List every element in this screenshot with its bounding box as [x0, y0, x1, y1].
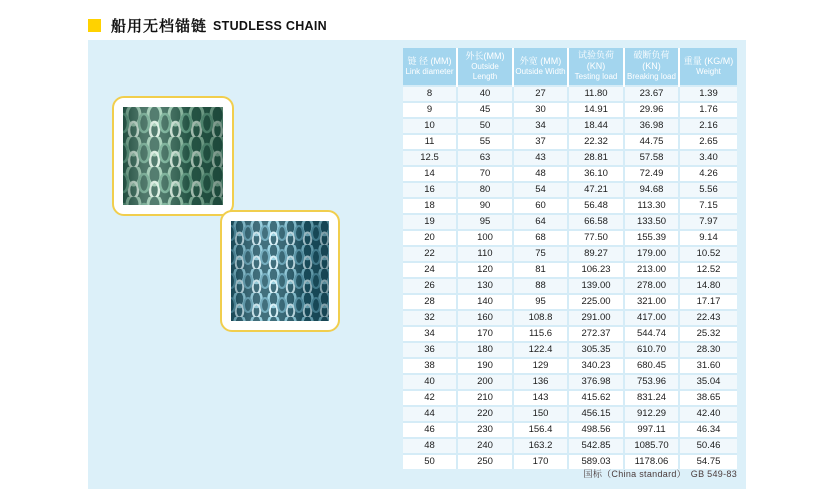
table-cell: 18	[403, 198, 457, 214]
table-cell: 417.00	[624, 310, 679, 326]
table-cell: 28	[403, 294, 457, 310]
table-cell: 160	[457, 310, 513, 326]
table-cell: 278.00	[624, 278, 679, 294]
table-cell: 14	[403, 166, 457, 182]
table-header-row	[403, 48, 737, 86]
table-cell: 77.50	[568, 230, 624, 246]
table-cell: 12.5	[403, 150, 457, 166]
table-cell: 190	[457, 358, 513, 374]
table-cell: 38.65	[679, 390, 737, 406]
table-cell: 1.39	[679, 86, 737, 102]
table-cell: 28.30	[679, 342, 737, 358]
table-cell: 56.48	[568, 198, 624, 214]
table-cell: 1.76	[679, 102, 737, 118]
studless-chain-photo-green	[123, 107, 223, 205]
table-row	[403, 118, 737, 134]
table-cell: 250	[457, 454, 513, 469]
table-cell: 230	[457, 422, 513, 438]
table-cell: 610.70	[624, 342, 679, 358]
table-cell: 143	[513, 390, 568, 406]
standard-note: 国标（China standard） GB 549-83	[583, 469, 737, 479]
table-row	[403, 310, 737, 326]
table-cell: 155.39	[624, 230, 679, 246]
table-cell: 66.58	[568, 214, 624, 230]
table-cell: 57.58	[624, 150, 679, 166]
table-cell: 24	[403, 262, 457, 278]
table-cell: 106.23	[568, 262, 624, 278]
table-cell: 544.74	[624, 326, 679, 342]
table-cell: 376.98	[568, 374, 624, 390]
table-cell: 95	[457, 214, 513, 230]
page-title	[88, 15, 327, 36]
table-cell: 9.14	[679, 230, 737, 246]
table-cell: 150	[513, 406, 568, 422]
table-cell: 22	[403, 246, 457, 262]
column-header: 外宽 (MM) Outside Width	[513, 48, 568, 86]
table-row	[403, 374, 737, 390]
table-cell: 163.2	[513, 438, 568, 454]
table-cell: 42	[403, 390, 457, 406]
table-cell: 14.80	[679, 278, 737, 294]
table-cell: 40	[457, 86, 513, 102]
table-cell: 680.45	[624, 358, 679, 374]
chain-photo-card-2	[220, 210, 340, 332]
table-cell: 88	[513, 278, 568, 294]
table-cell: 210	[457, 390, 513, 406]
table-row	[403, 262, 737, 278]
table-cell: 48	[513, 166, 568, 182]
table-cell: 17.17	[679, 294, 737, 310]
table-cell: 32	[403, 310, 457, 326]
studless-chain-photo-blue	[231, 221, 329, 321]
table-cell: 22.43	[679, 310, 737, 326]
table-row	[403, 294, 737, 310]
table-cell: 220	[457, 406, 513, 422]
table-cell: 40	[403, 374, 457, 390]
table-cell: 30	[513, 102, 568, 118]
table-cell: 27	[513, 86, 568, 102]
table-row	[403, 358, 737, 374]
table-cell: 122.4	[513, 342, 568, 358]
table-cell: 54	[513, 182, 568, 198]
table-cell: 997.11	[624, 422, 679, 438]
table-cell: 35.04	[679, 374, 737, 390]
table-cell: 94.68	[624, 182, 679, 198]
table-cell: 63	[457, 150, 513, 166]
table-cell: 44.75	[624, 134, 679, 150]
table-row	[403, 134, 737, 150]
table-row	[403, 214, 737, 230]
table-cell: 831.24	[624, 390, 679, 406]
table-cell: 2.65	[679, 134, 737, 150]
table-cell: 50	[403, 454, 457, 469]
table-cell: 36.10	[568, 166, 624, 182]
table-cell: 81	[513, 262, 568, 278]
table-cell: 213.00	[624, 262, 679, 278]
table-cell: 95	[513, 294, 568, 310]
table-cell: 18.44	[568, 118, 624, 134]
table-cell: 2.16	[679, 118, 737, 134]
table-cell: 54.75	[679, 454, 737, 469]
table-cell: 133.50	[624, 214, 679, 230]
table-row	[403, 102, 737, 118]
table-cell: 498.56	[568, 422, 624, 438]
column-header: 外长(MM) Outside Length	[457, 48, 513, 86]
table-cell: 16	[403, 182, 457, 198]
table-row	[403, 182, 737, 198]
table-cell: 180	[457, 342, 513, 358]
table-cell: 321.00	[624, 294, 679, 310]
table-cell: 340.23	[568, 358, 624, 374]
table-cell: 5.56	[679, 182, 737, 198]
page-title-english: STUDLESS CHAIN	[213, 18, 327, 33]
table-cell: 25.32	[679, 326, 737, 342]
table-row	[403, 166, 737, 182]
table-cell: 50.46	[679, 438, 737, 454]
table-row	[403, 230, 737, 246]
table-cell: 753.96	[624, 374, 679, 390]
chain-photo-card-1	[112, 96, 234, 216]
table-cell: 34	[513, 118, 568, 134]
table-cell: 75	[513, 246, 568, 262]
table-cell: 36.98	[624, 118, 679, 134]
table-cell: 90	[457, 198, 513, 214]
table-row	[403, 438, 737, 454]
column-header: 破断负荷 (KN) Breaking load	[624, 48, 679, 86]
table-cell: 28.81	[568, 150, 624, 166]
table-cell: 46	[403, 422, 457, 438]
column-header: 重量 (KG/M) Weight	[679, 48, 737, 86]
table-cell: 8	[403, 86, 457, 102]
table-cell: 108.8	[513, 310, 568, 326]
table-cell: 115.6	[513, 326, 568, 342]
table-row	[403, 390, 737, 406]
table-row	[403, 406, 737, 422]
table-cell: 100	[457, 230, 513, 246]
table-cell: 4.26	[679, 166, 737, 182]
table-cell: 179.00	[624, 246, 679, 262]
table-cell: 42.40	[679, 406, 737, 422]
table-row	[403, 86, 737, 102]
table-cell: 34	[403, 326, 457, 342]
table-cell: 14.91	[568, 102, 624, 118]
table-cell: 80	[457, 182, 513, 198]
table-cell: 200	[457, 374, 513, 390]
table-row	[403, 150, 737, 166]
table-cell: 19	[403, 214, 457, 230]
table-cell: 542.85	[568, 438, 624, 454]
table-cell: 31.60	[679, 358, 737, 374]
table-cell: 305.35	[568, 342, 624, 358]
table-row	[403, 326, 737, 342]
table-cell: 415.62	[568, 390, 624, 406]
table-cell: 20	[403, 230, 457, 246]
table-row	[403, 278, 737, 294]
table-cell: 60	[513, 198, 568, 214]
table-cell: 44	[403, 406, 457, 422]
table-cell: 170	[513, 454, 568, 469]
table-cell: 36	[403, 342, 457, 358]
table-cell: 3.40	[679, 150, 737, 166]
table-cell: 456.15	[568, 406, 624, 422]
table-cell: 89.27	[568, 246, 624, 262]
table-cell: 50	[457, 118, 513, 134]
table-cell: 1085.70	[624, 438, 679, 454]
table-cell: 22.32	[568, 134, 624, 150]
spec-table-container	[403, 48, 737, 469]
table-cell: 47.21	[568, 182, 624, 198]
table-cell: 48	[403, 438, 457, 454]
table-cell: 129	[513, 358, 568, 374]
table-cell: 12.52	[679, 262, 737, 278]
table-cell: 291.00	[568, 310, 624, 326]
table-row	[403, 246, 737, 262]
table-cell: 9	[403, 102, 457, 118]
table-cell: 225.00	[568, 294, 624, 310]
table-cell: 45	[457, 102, 513, 118]
table-cell: 64	[513, 214, 568, 230]
table-cell: 120	[457, 262, 513, 278]
table-cell: 139.00	[568, 278, 624, 294]
yellow-square-bullet-icon	[88, 19, 101, 32]
table-cell: 55	[457, 134, 513, 150]
table-row	[403, 198, 737, 214]
table-cell: 37	[513, 134, 568, 150]
page-title-chinese: 船用无档锚链	[111, 18, 208, 35]
table-cell: 43	[513, 150, 568, 166]
table-cell: 38	[403, 358, 457, 374]
table-cell: 7.97	[679, 214, 737, 230]
table-cell: 11.80	[568, 86, 624, 102]
table-cell: 29.96	[624, 102, 679, 118]
table-cell: 272.37	[568, 326, 624, 342]
table-cell: 136	[513, 374, 568, 390]
table-cell: 46.34	[679, 422, 737, 438]
table-cell: 70	[457, 166, 513, 182]
table-cell: 113.30	[624, 198, 679, 214]
table-cell: 68	[513, 230, 568, 246]
table-row	[403, 422, 737, 438]
table-cell: 110	[457, 246, 513, 262]
table-cell: 26	[403, 278, 457, 294]
column-header: 链 径 (MM) Link diameter	[403, 48, 457, 86]
table-cell: 23.67	[624, 86, 679, 102]
table-cell: 10.52	[679, 246, 737, 262]
table-cell: 1178.06	[624, 454, 679, 469]
studless-chain-spec-table	[403, 48, 737, 469]
table-cell: 240	[457, 438, 513, 454]
table-row	[403, 342, 737, 358]
column-header: 试验负荷 (KN) Testing load	[568, 48, 624, 86]
table-cell: 130	[457, 278, 513, 294]
table-cell: 170	[457, 326, 513, 342]
table-cell: 912.29	[624, 406, 679, 422]
table-cell: 10	[403, 118, 457, 134]
table-body	[403, 86, 737, 469]
table-cell: 589.03	[568, 454, 624, 469]
table-cell: 11	[403, 134, 457, 150]
table-cell: 156.4	[513, 422, 568, 438]
table-cell: 72.49	[624, 166, 679, 182]
table-cell: 140	[457, 294, 513, 310]
table-cell: 7.15	[679, 198, 737, 214]
